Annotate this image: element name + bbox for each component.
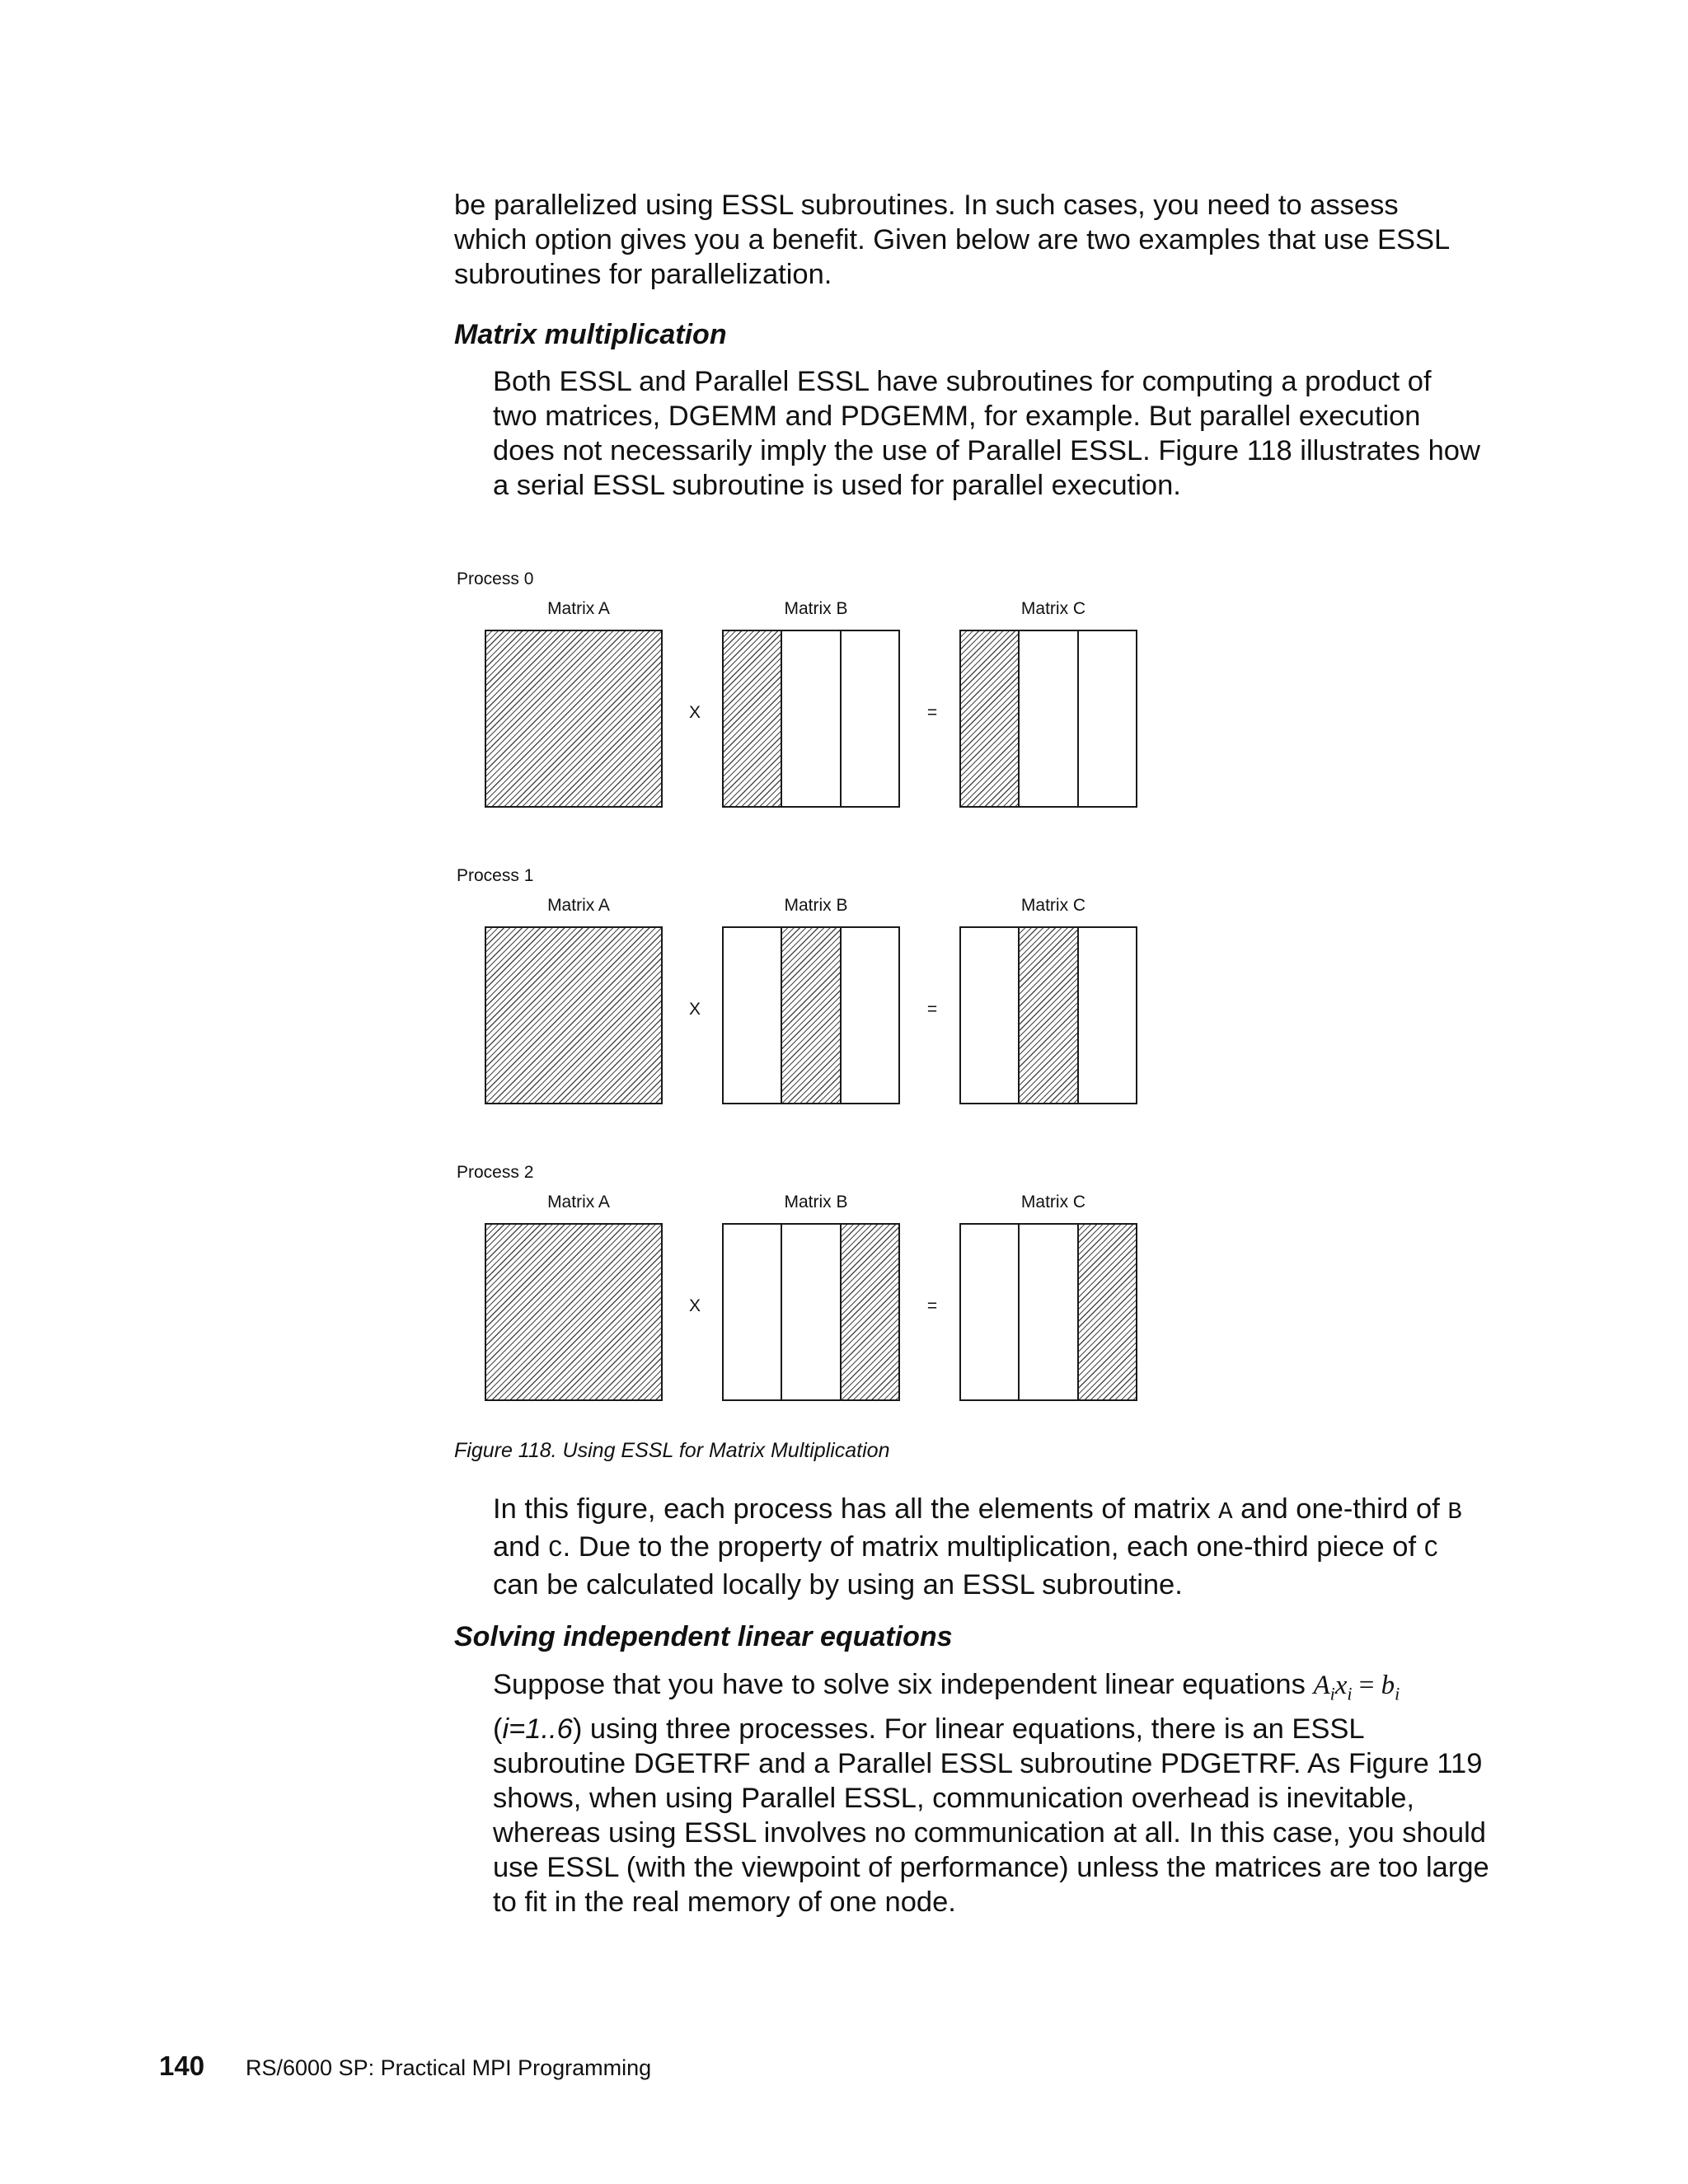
matrix-c-column-1 <box>961 928 1020 1103</box>
index-range: i=1..6 <box>502 1713 573 1745</box>
matrix-b <box>722 926 900 1104</box>
text-run: In this figure, each process has all the elements of matrix <box>493 1493 1219 1525</box>
book-title: RS/6000 SP: Practical MPI Programming <box>246 2055 652 2080</box>
math-subscript: i <box>1347 1683 1353 1704</box>
matrix-c-column-3 <box>1079 928 1136 1103</box>
math-subscript: i <box>1329 1683 1335 1704</box>
matrix-b <box>722 630 900 808</box>
equation <box>1313 1671 1400 1704</box>
process-label: Process 0 <box>457 569 534 588</box>
matrix-a-label: Matrix A <box>547 1193 610 1212</box>
equals-operator: = <box>926 703 938 722</box>
text-run: ) using three processes. For linear equations, there is an ESSL subroutine DGETRF and a Parallel ESSL subroutine PDGETRF. As Figure 119 shows, when using Parallel ESSL, communication overhead is inevitable, whereas using ESSL involves no communication at all. In this case, you should use ESSL (with the viewpoint of performance) unless the matrices are too large to fit in the real memory of one node. <box>493 1713 1489 1918</box>
matrix-b <box>722 1223 900 1401</box>
matrix-a <box>485 1223 663 1401</box>
process-label: Process 1 <box>457 866 534 885</box>
matrix-c <box>959 630 1137 808</box>
matrix-c-column-2 <box>1020 631 1078 806</box>
matrix-multiplication-paragraph: Both ESSL and Parallel ESSL have subroutines for computing a product of two matrices, DGEMM and PDGEMM, for example. But parallel execution does not necessarily imply the use of Parallel ESSL. Figure 118 illustrates how a serial ESSL subroutine is used for parallel execution. <box>493 366 1480 501</box>
matrix-b-column-1 <box>724 1225 782 1399</box>
matrix-b-label: Matrix B <box>784 599 848 618</box>
process-label: Process 2 <box>457 1163 534 1182</box>
matrix-b-label: Matrix B <box>784 896 848 915</box>
code-matrix-a: A <box>1218 1498 1233 1526</box>
matrix-a-label: Matrix A <box>547 896 610 915</box>
linear-equations-heading: Solving independent linear equations <box>454 1621 953 1652</box>
intro-paragraph: be parallelized using ESSL subroutines. In such cases, you need to assess which option gives you a benefit. Given below are two examples that use ESSL subroutines for parallelization. <box>454 190 1449 290</box>
matrix-c-label: Matrix C <box>1020 1193 1086 1212</box>
matrix-a <box>485 630 663 808</box>
math-symbol: x <box>1334 1671 1348 1700</box>
figure-explanation-paragraph <box>493 1492 1490 1602</box>
math-subscript: i <box>1395 1683 1400 1704</box>
matrix-b-column-3 <box>842 928 898 1103</box>
matrix-b-column-1-shaded <box>724 631 782 806</box>
matrix-b-label: Matrix B <box>784 1193 848 1212</box>
matrix-b-column-2-shaded <box>782 928 841 1103</box>
times-operator: X <box>688 703 701 722</box>
math-symbol: A <box>1313 1671 1330 1700</box>
page-number: 140 <box>159 2050 205 2081</box>
text-run: and one-third of <box>1232 1493 1448 1525</box>
text-run: ( <box>493 1713 503 1745</box>
times-operator: X <box>688 1000 701 1019</box>
matrix-c <box>959 1223 1137 1401</box>
equals-operator: = <box>926 1000 938 1019</box>
text-run: and <box>493 1531 549 1563</box>
matrix-c-column-3-shaded <box>1079 1225 1136 1399</box>
matrix-c-label: Matrix C <box>1020 599 1086 618</box>
figure-118 <box>445 569 1187 1418</box>
times-operator: X <box>688 1296 701 1315</box>
matrix-c-column-2-shaded <box>1020 928 1078 1103</box>
code-matrix-c: C <box>548 1536 563 1563</box>
matrix-c-column-1 <box>961 1225 1020 1399</box>
matrix-b-column-2 <box>782 631 841 806</box>
matrix-a-label: Matrix A <box>547 599 610 618</box>
matrix-b-column-1 <box>724 928 782 1103</box>
matrix-c-column-2 <box>1020 1225 1078 1399</box>
matrix-c <box>959 926 1137 1104</box>
text-run: . Due to the property of matrix multiplication, each one-third piece of <box>562 1531 1424 1563</box>
equals-operator: = <box>926 1296 938 1315</box>
figure-caption: Figure 118. Using ESSL for Matrix Multiplication <box>454 1439 890 1462</box>
matrix-c-column-1-shaded <box>961 631 1020 806</box>
matrix-b-column-3 <box>842 631 898 806</box>
matrix-c-column-3 <box>1079 631 1136 806</box>
matrix-c-label: Matrix C <box>1020 896 1086 915</box>
code-matrix-c: C <box>1423 1536 1439 1563</box>
code-matrix-b: B <box>1447 1498 1462 1526</box>
matrix-a <box>485 926 663 1104</box>
text-run: can be calculated locally by using an ESSL subroutine. <box>493 1569 1183 1601</box>
math-equals: = <box>1352 1671 1381 1700</box>
matrix-multiplication-heading: Matrix multiplication <box>454 319 727 350</box>
matrix-b-column-3-shaded <box>842 1225 898 1399</box>
matrix-b-column-2 <box>782 1225 841 1399</box>
text-run: Suppose that you have to solve six independent linear equations <box>493 1669 1314 1700</box>
linear-equations-paragraph <box>493 1667 1490 1919</box>
math-symbol: b <box>1381 1671 1395 1700</box>
